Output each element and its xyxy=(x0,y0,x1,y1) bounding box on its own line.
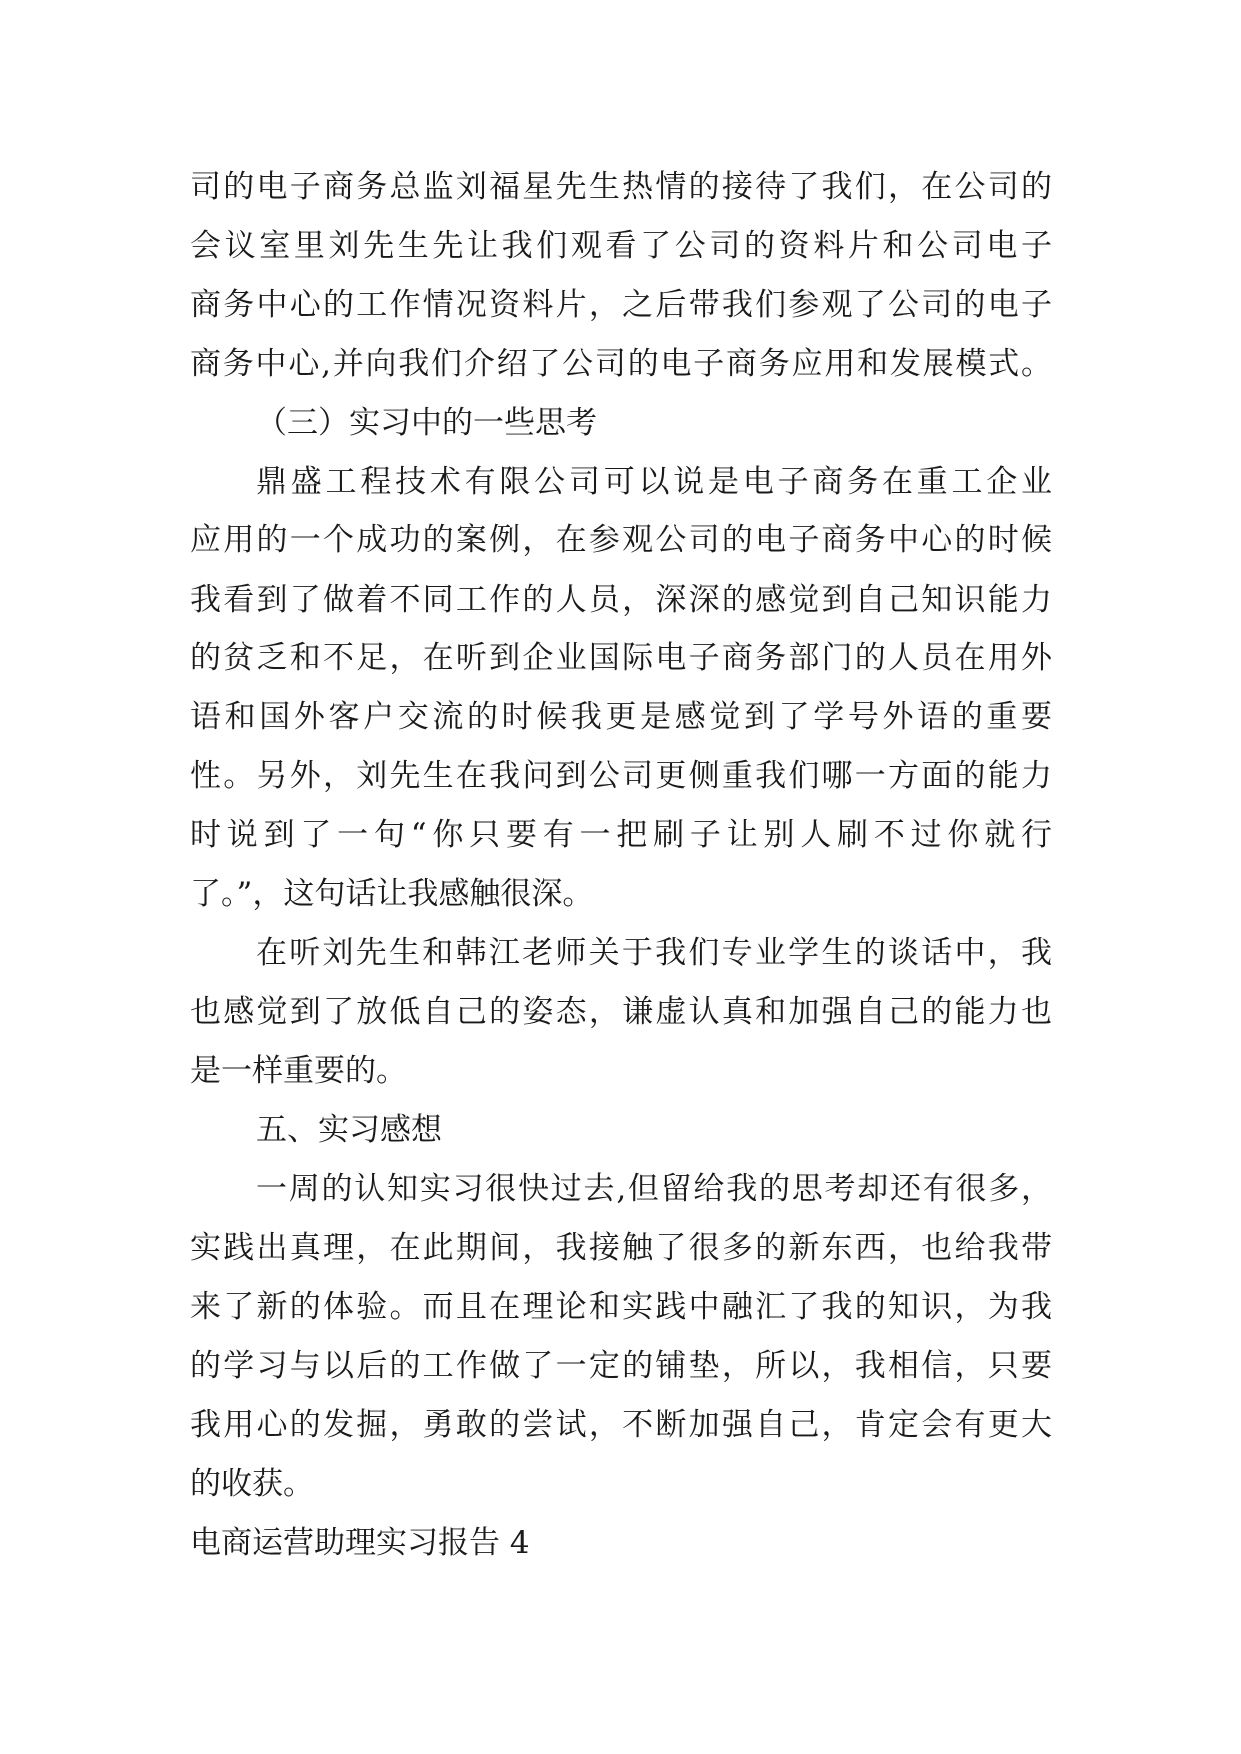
paragraph-line: 我看到了做着不同工作的人员，深深的感觉到自己知识能力 xyxy=(190,582,1052,618)
paragraph-line: 的贫乏和不足，在听到企业国际电子商务部门的人员在用外 xyxy=(190,640,1052,676)
paragraph-line: 的学习与以后的工作做了一定的铺垫，所以，我相信，只要 xyxy=(190,1348,1052,1384)
paragraph-line: 是一样重要的。 xyxy=(190,1053,407,1089)
report-title: 电商运营助理实习报告 4 xyxy=(190,1525,530,1561)
paragraph-line: 来了新的体验。而且在理论和实践中融汇了我的知识，为我 xyxy=(190,1289,1052,1325)
paragraph-line: 也感觉到了放低自己的姿态，谦虚认真和加强自己的能力也 xyxy=(190,994,1052,1030)
paragraph-line: 一周的认知实习很快过去,但留给我的思考却还有很多， xyxy=(256,1171,1052,1207)
section-heading: （三）实习中的一些思考 xyxy=(256,405,597,441)
paragraph-line: 了。”，这句话让我感触很深。 xyxy=(190,876,594,912)
paragraph-line: 实践出真理，在此期间，我接触了很多的新东西，也给我带 xyxy=(190,1230,1052,1266)
paragraph-line: 语和国外客户交流的时候我更是感觉到了学号外语的重要 xyxy=(190,699,1052,735)
paragraph-line: 在听刘先生和韩江老师关于我们专业学生的谈话中，我 xyxy=(256,935,1052,971)
paragraph-line: 时说到了一句“你只要有一把刷子让别人刷不过你就行 xyxy=(190,817,1052,853)
paragraph-line: 商务中心,并向我们介绍了公司的电子商务应用和发展模式。 xyxy=(190,346,1052,382)
paragraph-line: 性。另外，刘先生在我问到公司更侧重我们哪一方面的能力 xyxy=(190,758,1052,794)
paragraph-line: 应用的一个成功的案例，在参观公司的电子商务中心的时候 xyxy=(190,522,1052,558)
paragraph-line: 我用心的发掘，勇敢的尝试，不断加强自己，肯定会有更大 xyxy=(190,1407,1052,1443)
paragraph-line: 司的电子商务总监刘福星先生热情的接待了我们，在公司的 xyxy=(190,169,1052,205)
paragraph-line: 鼎盛工程技术有限公司可以说是电子商务在重工企业 xyxy=(256,464,1052,500)
paragraph-line: 商务中心的工作情况资料片，之后带我们参观了公司的电子 xyxy=(190,287,1052,323)
section-heading: 五、实习感想 xyxy=(256,1112,442,1148)
paragraph-line: 会议室里刘先生先让我们观看了公司的资料片和公司电子 xyxy=(190,228,1052,264)
paragraph-line: 的收获。 xyxy=(190,1466,314,1502)
